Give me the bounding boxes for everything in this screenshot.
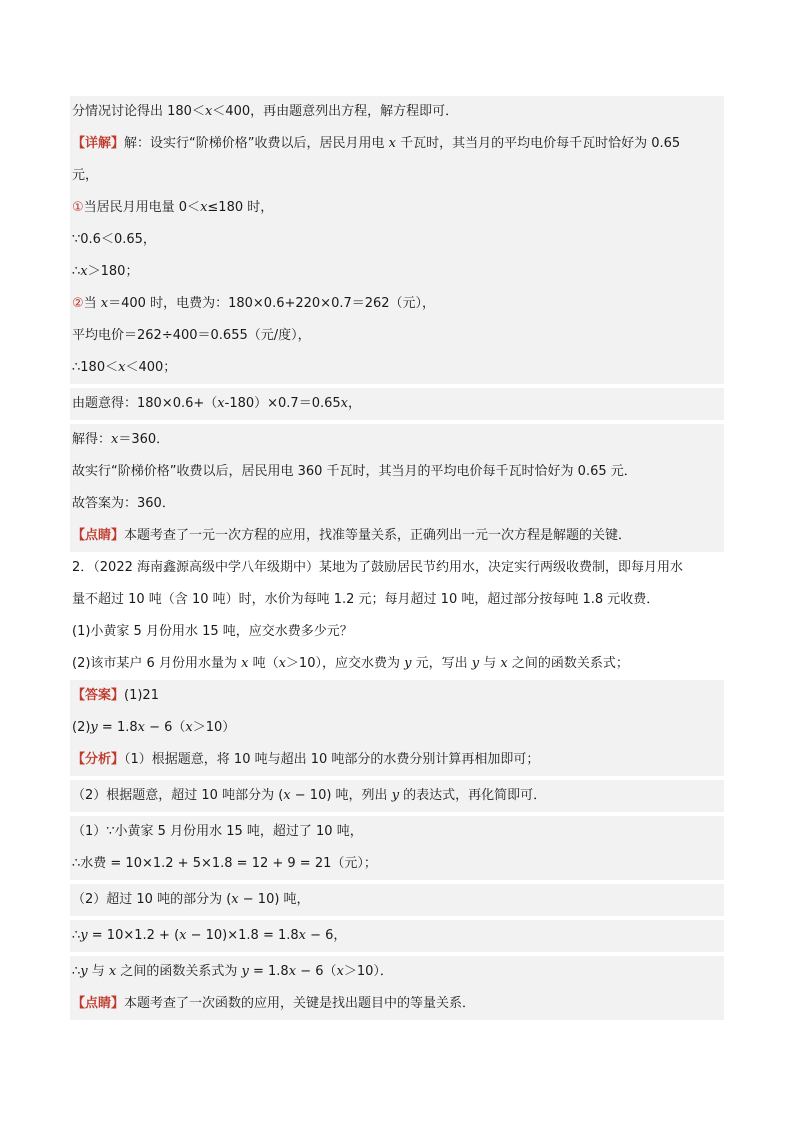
section-tag: 【分析】	[72, 752, 125, 767]
text-line	[70, 352, 724, 384]
math-variable: x	[298, 928, 306, 943]
math-variable: y	[471, 656, 480, 671]
text-span: = 1.8	[248, 964, 289, 979]
text-span: ②	[72, 296, 84, 311]
math-variable: x	[340, 396, 348, 411]
text-span: (1)21	[124, 688, 159, 703]
text-span: − 10) 吨，列出	[290, 788, 392, 803]
text-line	[70, 224, 724, 256]
text-span: 元，写出	[411, 656, 472, 671]
text-line	[70, 128, 724, 160]
text-line	[70, 680, 724, 712]
text-span: ＝360．	[118, 432, 170, 447]
text-span: ＜400；	[125, 360, 177, 375]
text-span: ＞10）	[192, 720, 236, 735]
text-span: 平均电价＝262÷400＝0.655（元/度），	[72, 328, 311, 343]
math-variable: x	[231, 892, 239, 907]
text-span: (1)小黄家 5 月份用水 15 吨，应交水费多少元？	[72, 624, 353, 639]
text-span: − 10) 吨，	[238, 892, 310, 907]
text-line	[70, 288, 724, 320]
text-span: ①	[72, 200, 84, 215]
text-line	[70, 320, 724, 352]
text-span: − 6（	[296, 964, 337, 979]
text-span: （2）根据题意，超过 10 吨部分为 (	[72, 788, 284, 803]
math-variable: x	[118, 360, 126, 375]
math-variable: y	[241, 964, 249, 979]
text-span: = 10×1.2 + (	[87, 928, 180, 943]
math-variable: y	[80, 928, 88, 943]
text-span: − 6（	[144, 720, 186, 735]
text-line	[70, 988, 724, 1020]
document-body	[70, 96, 724, 1020]
math-variable: x	[500, 656, 508, 671]
math-variable: y	[80, 964, 88, 979]
text-span: ＜400，再由题意列出方程，解方程即可．	[212, 104, 459, 119]
text-span: 解得：	[72, 432, 112, 447]
text-span: 分情况讨论得出 180＜	[72, 104, 205, 119]
math-variable: x	[288, 964, 297, 979]
text-span: 解：设实行“阶梯价格”收费以后，居民月用电	[124, 136, 389, 151]
text-span: 千瓦时，其当月的平均电价每千瓦时恰好为 0.65	[395, 136, 681, 151]
text-span: ＞180；	[87, 264, 139, 279]
text-span: 吨（	[248, 656, 279, 671]
section-tag: 【点睛】	[72, 996, 125, 1011]
math-variable: x	[137, 720, 145, 735]
text-line	[70, 160, 724, 192]
text-line	[70, 192, 724, 224]
math-variable: y	[404, 656, 412, 671]
text-span: 本题考查了一次函数的应用，关键是找出题目中的等量关系．	[124, 996, 476, 1011]
text-span: ＝400 时，电费为：180×0.6+220×0.7＝262（元），	[108, 296, 436, 311]
text-span: 由题意得：180×0.6+（	[72, 396, 218, 411]
text-line	[70, 712, 724, 744]
text-span: 元，	[72, 168, 99, 183]
text-span: （2）超过 10 吨的部分为 (	[72, 892, 232, 907]
text-span: ∴	[72, 964, 81, 979]
math-variable: x	[204, 104, 213, 119]
text-span: ∵0.6＜0.65，	[72, 232, 156, 247]
text-span: ∴	[72, 264, 81, 279]
math-variable: x	[179, 928, 187, 943]
text-span: 之间的函数关系式为	[116, 964, 242, 979]
text-span: 与	[87, 964, 109, 979]
text-span: 本题考查了一元一次方程的应用，找准等量关系，正确列出一元一次方程是解题的关键．	[124, 528, 632, 543]
text-span: ＞10）．	[343, 964, 393, 979]
math-variable: x	[278, 656, 286, 671]
text-span: ∴	[72, 928, 81, 943]
section-tag: 【详解】	[72, 136, 125, 151]
math-variable: y	[90, 720, 98, 735]
math-variable: x	[336, 964, 344, 979]
text-line	[70, 520, 724, 552]
text-line	[70, 552, 724, 584]
math-variable: x	[217, 396, 225, 411]
section-tag: 【点睛】	[72, 528, 125, 543]
math-variable: x	[111, 432, 119, 447]
math-variable: x	[80, 264, 88, 279]
text-line	[70, 780, 724, 812]
text-span: = 1.8	[97, 720, 138, 735]
text-span: 量不超过 10 吨（含 10 吨）时，水价为每吨 1.2 元；每月超过 10 吨，超过部分按每吨 1.8 元收费．	[72, 592, 660, 607]
text-line	[70, 256, 724, 288]
text-line	[70, 584, 724, 616]
text-line	[70, 616, 724, 648]
math-variable: x	[388, 136, 396, 151]
math-variable: y	[391, 788, 400, 803]
text-span: − 6，	[306, 928, 347, 943]
text-line	[70, 96, 724, 128]
text-line	[70, 648, 724, 680]
text-span: ∴水费 = 10×1.2 + 5×1.8 = 12 + 9 = 21（元）；	[72, 856, 377, 871]
text-span: ≤180 时，	[207, 200, 274, 215]
text-span: 之间的函数关系式；	[507, 656, 629, 671]
text-line	[70, 848, 724, 880]
text-span: 故实行“阶梯价格”收费以后，居民用电 360 千瓦时，其当月的平均电价每千瓦时恰好为 0.65 元．	[72, 464, 637, 479]
text-span: ，	[348, 396, 362, 411]
text-span: -180）×0.7＝0.65	[224, 396, 341, 411]
text-span: 2．（2022 海南鑫源高级中学八年级期中）某地为了鼓励居民节约用水，决定实行两级收费制，即每月用水	[72, 560, 683, 575]
text-line	[70, 744, 724, 776]
text-span: − 10)×1.8 = 1.8	[186, 928, 299, 943]
text-line	[70, 424, 724, 456]
text-line	[70, 956, 724, 988]
math-variable: x	[283, 788, 291, 803]
text-line	[70, 456, 724, 488]
text-span: （1）根据题意，将 10 吨与超出 10 吨部分的水费分别计算再相加即可；	[124, 752, 540, 767]
text-span: 的表达式，再化简即可．	[399, 788, 547, 803]
math-variable: x	[200, 200, 208, 215]
math-variable: x	[185, 720, 193, 735]
text-line	[70, 816, 724, 848]
text-span: 当	[83, 296, 101, 311]
text-span: 故答案为：360．	[72, 496, 175, 511]
text-line	[70, 388, 724, 420]
text-line	[70, 488, 724, 520]
text-span: 与	[479, 656, 501, 671]
text-span: （1）∵小黄家 5 月份用水 15 吨，超过了 10 吨，	[72, 824, 363, 839]
text-span: ＞10），应交水费为	[285, 656, 405, 671]
text-span: 当居民月用电量 0＜	[83, 200, 201, 215]
section-tag: 【答案】	[72, 688, 125, 703]
text-line	[70, 884, 724, 916]
text-line	[70, 920, 724, 952]
math-variable: x	[100, 296, 109, 311]
text-span: ∴180＜	[72, 360, 119, 375]
text-span: (2)该市某户 6 月份用水量为	[72, 656, 242, 671]
text-span: (2)	[72, 720, 91, 735]
math-variable: x	[108, 964, 117, 979]
math-variable: x	[241, 656, 249, 671]
